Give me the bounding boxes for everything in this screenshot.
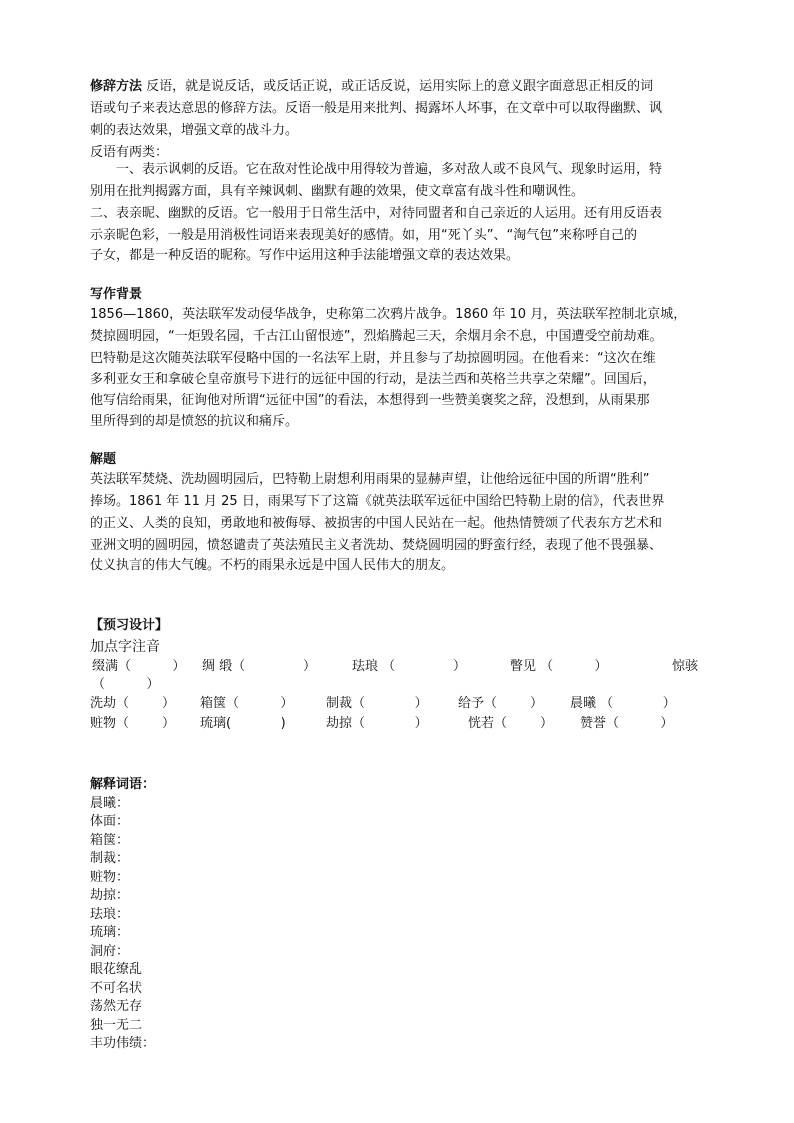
vocabulary-item: 荡然无存 <box>90 999 143 1014</box>
vocabulary-item: 琉璃： <box>90 925 130 940</box>
background-line-3: 巴特勒是这次随英法联军侵略中国的一名法军上尉，并且参与了劫掠圆明园。在他看来：“这次在维 <box>90 351 656 366</box>
background-line-5: 他写信给雨果，征询他对所谓“远征中国”的看法，本想得到一些赞美褒奖之辞，没想到，从雨果那 <box>90 393 650 408</box>
vocabulary-item: 箱箧： <box>90 833 130 848</box>
rhetoric-line-5: 一、表示讽刺的反语。它在敌对性论战中用得较为普遍，多对敌人或不良风气、现象时运用，特 <box>116 162 663 177</box>
pinyin-item: 缀满（ ） <box>92 659 186 674</box>
rhetoric-line-9: 子女，都是一种反语的昵称。写作中运用这种手法能增强文章的表达效果。 <box>90 248 520 263</box>
pinyin-item-continued: （ ） <box>92 677 160 692</box>
analysis-line-1: 英法联军焚烧、洗劫圆明园后，巴特勒上尉想利用雨果的显赫声望，让他给远征中国的所谓“胜利” <box>90 472 650 487</box>
vocabulary-item: 体面： <box>90 814 130 829</box>
pinyin-row-1 <box>90 657 710 677</box>
background-line-6: 里所得到的却是愤怒的抗议和痛斥。 <box>90 414 299 429</box>
pinyin-item: 绸 缎（ ） <box>202 659 316 674</box>
pinyin-item: 洗劫（ ） <box>90 696 176 711</box>
rhetoric-line-7: 二、表亲昵、幽默的反语。它一般用于日常生活中，对待同盟者和自己亲近的人运用。还有用反语表 <box>90 206 663 221</box>
vocabulary-item: 独一无二 <box>90 1018 143 1033</box>
vocabulary-item: 洞府： <box>90 944 130 959</box>
pinyin-row-3 <box>90 714 710 734</box>
analysis-line-5: 仗义执言的伟大气魄。不朽的雨果永远是中国人民伟大的朋友。 <box>90 558 455 573</box>
rhetoric-text-1: 反语，就是说反话，或反话正说，或正话反说，运用实际上的意义跟字面意思正相反的词 <box>142 79 654 94</box>
pinyin-item: 瞥见 （ ） <box>510 659 608 674</box>
rhetoric-line-4: 反语有两类： <box>90 145 169 160</box>
rhetoric-line-2: 语或句子来表达意思的修辞方法。反语一般是用来批判、揭露坏人坏事，在文章中可以取得幽默、讽 <box>90 101 663 116</box>
background-line-1: 1856—1860，英法联军发动侵华战争，史称第二次鸦片战争。1860 年 10 月，英法联军控制北京城， <box>90 307 687 322</box>
vocabulary-item: 制裁： <box>90 851 130 866</box>
analysis-line-4: 亚洲文明的圆明园，愤怒谴责了英法殖民主义者洗劫、焚烧圆明园的野蛮行经，表现了他不畏强暴、 <box>90 538 663 553</box>
pinyin-item: 赞誉（ ） <box>580 716 674 731</box>
vocabulary-item: 丰功伟绩： <box>90 1036 156 1051</box>
pinyin-row-2 <box>90 694 710 714</box>
pinyin-item: 珐琅 （ ） <box>352 659 466 674</box>
vocabulary-heading: 解释词语： <box>90 777 156 792</box>
rhetoric-heading: 修辞方法 <box>90 79 143 94</box>
rhetoric-line-6: 别用在批判揭露方面，具有辛辣讽刺、幽默有趣的效果，使文章富有战斗性和嘲讽性。 <box>90 184 585 199</box>
vocabulary-item: 劫掠： <box>90 888 130 903</box>
background-line-4: 多利亚女王和拿破仑皇帝旗号下进行的远征中国的行动，是法兰西和英格兰共享之荣耀”。回国后， <box>90 372 656 387</box>
pinyin-item: 给予（ ） <box>458 696 544 711</box>
pinyin-item: 琉璃( ) <box>200 716 286 731</box>
preview-subheading: 加点字注音 <box>90 639 160 655</box>
analysis-heading: 解题 <box>90 452 117 467</box>
vocabulary-item: 不可名状 <box>90 981 143 996</box>
pinyin-item: 箱箧（ ） <box>200 696 294 711</box>
vocabulary-item: 赃物： <box>90 870 130 885</box>
pinyin-item: 惊骇 <box>672 659 699 674</box>
rhetoric-line-3: 刺的表达效果，增强文章的战斗力。 <box>90 123 299 138</box>
pinyin-item: 恍若（ ） <box>468 716 554 731</box>
pinyin-row-1-continued <box>90 675 710 695</box>
vocabulary-item: 眼花缭乱 <box>90 962 143 977</box>
pinyin-item: 劫掠（ ） <box>326 716 428 731</box>
background-line-2: 焚掠圆明园，“一炬毁名园，千古江山留恨迹”，烈焰腾起三天，余烟月余不息，中国遭受空前劫难。 <box>90 329 663 344</box>
vocabulary-item: 珐琅： <box>90 907 130 922</box>
pinyin-item: 晨曦 （ ） <box>570 696 676 711</box>
pinyin-item: 赃物（ ） <box>90 716 176 731</box>
rhetoric-line-8: 示亲昵色彩，一般是用消极性词语来表现美好的感情。如，用“死丫头”、“淘气包”来称呼自己的 <box>90 228 637 243</box>
vocabulary-item: 晨曦： <box>90 796 130 811</box>
analysis-line-2: 捧场。1861 年 11 月 25 日，雨果写下了这篇《就英法联军远征中国给巴特勒上尉的信》，代表世界 <box>90 494 665 509</box>
preview-heading: 【预习设计】 <box>90 618 169 633</box>
rhetoric-paragraph-line-1 <box>90 77 653 97</box>
pinyin-item: 制裁（ ） <box>326 696 428 711</box>
analysis-line-3: 的正义、人类的良知，勇敢地和被侮辱、被损害的中国人民站在一起。他热情赞颂了代表东方艺术和 <box>90 516 663 531</box>
background-heading: 写作背景 <box>90 287 143 302</box>
